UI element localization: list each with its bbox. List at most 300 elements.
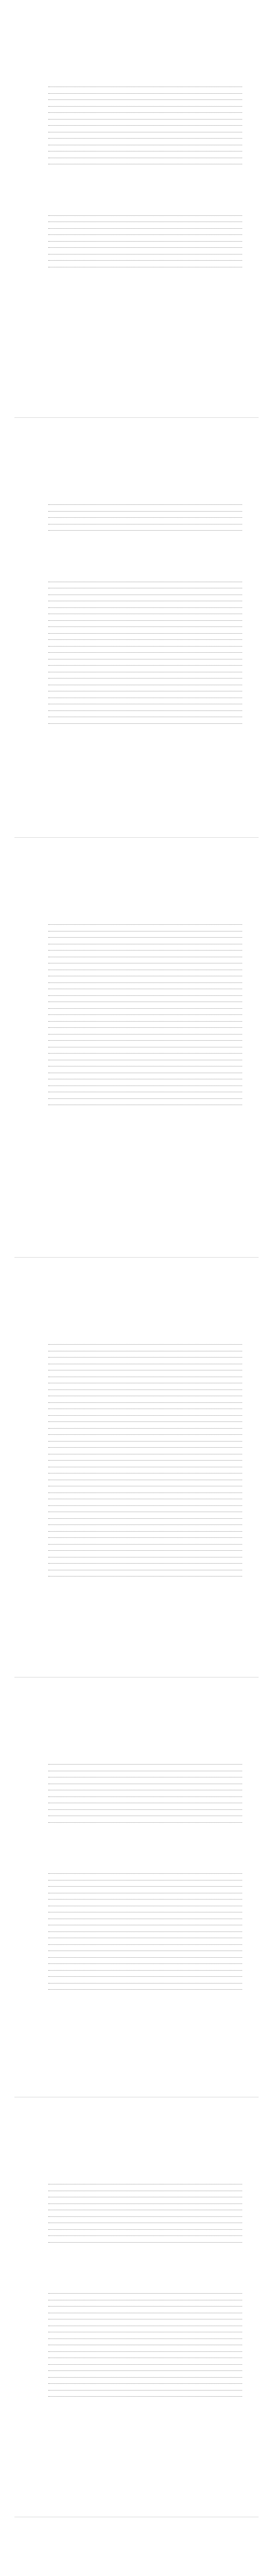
toc-entry[interactable] — [14, 1972, 259, 1978]
toc-entry[interactable] — [14, 2237, 259, 2244]
toc-entry[interactable] — [14, 2320, 259, 2327]
section-subtitle — [14, 1859, 259, 1866]
dot-leader — [48, 620, 242, 621]
toc-entry[interactable] — [14, 223, 259, 230]
toc-entry[interactable] — [14, 1417, 259, 1423]
dot-leader — [48, 652, 242, 653]
toc-entry[interactable] — [14, 945, 259, 952]
toc-entry[interactable] — [14, 2231, 259, 2238]
toc-entry[interactable] — [14, 2244, 259, 2250]
toc-entry[interactable] — [14, 1565, 259, 1571]
toc-entry[interactable] — [14, 692, 259, 699]
section-subtitle — [14, 2279, 259, 2285]
toc-entry[interactable] — [14, 1080, 259, 1087]
dot-leader — [48, 950, 242, 951]
dot-leader — [48, 2364, 242, 2365]
toc-entry[interactable] — [14, 1100, 259, 1107]
toc-entry[interactable] — [14, 1352, 259, 1359]
toc-entry[interactable] — [14, 1106, 259, 1113]
dot-leader — [48, 1809, 242, 1810]
dot-leader — [48, 106, 242, 107]
toc-entry[interactable] — [14, 268, 259, 275]
dot-leader — [48, 1415, 242, 1416]
dot-leader — [48, 254, 242, 255]
toc-entry[interactable] — [14, 2192, 259, 2199]
toc-entry[interactable] — [14, 1578, 259, 1584]
toc-entry[interactable] — [14, 926, 259, 933]
dot-leader — [48, 1402, 242, 1403]
section-title — [14, 899, 259, 908]
page-folio — [253, 1652, 259, 1657]
toc-entry[interactable] — [14, 1443, 259, 1449]
toc-entry[interactable] — [14, 1378, 259, 1385]
toc-entry[interactable] — [14, 1449, 259, 1455]
toc-entry[interactable] — [14, 1391, 259, 1398]
toc-entry[interactable] — [14, 1778, 259, 1785]
toc-entry[interactable] — [14, 2327, 259, 2334]
dot-leader — [48, 1014, 242, 1015]
document-page — [14, 1257, 259, 1670]
dot-leader — [48, 1447, 242, 1448]
toc-entry[interactable] — [14, 1010, 259, 1016]
dot-leader — [48, 1098, 242, 1099]
dot-leader — [48, 241, 242, 242]
toc-entry[interactable] — [14, 1016, 259, 1023]
toc-entry[interactable] — [14, 1371, 259, 1378]
toc-entry[interactable] — [14, 101, 259, 108]
dot-leader — [48, 2306, 242, 2307]
toc-entry[interactable] — [14, 1875, 259, 1882]
toc-entry[interactable] — [14, 159, 259, 166]
section-subtitle — [14, 72, 259, 79]
dot-leader — [48, 995, 242, 996]
dot-leader — [48, 937, 242, 938]
toc-entry[interactable] — [14, 1404, 259, 1411]
running-header — [14, 2107, 259, 2115]
section-subtitle — [14, 1750, 259, 1756]
toc-entry[interactable] — [14, 1365, 259, 1372]
section-title — [14, 479, 259, 488]
toc-entry[interactable] — [14, 532, 259, 538]
toc-entry[interactable] — [14, 1494, 259, 1501]
toc-list — [14, 88, 259, 172]
dot-leader — [48, 1983, 242, 1984]
toc-list — [14, 1875, 259, 1997]
dot-leader — [48, 633, 242, 634]
section-title — [14, 2158, 259, 2167]
toc-entry[interactable] — [14, 152, 259, 159]
toc-entry[interactable] — [14, 990, 259, 997]
section-subtitle — [14, 567, 259, 574]
toc-entry[interactable] — [14, 1475, 259, 1481]
toc-entry[interactable] — [14, 1546, 259, 1552]
toc-entry[interactable] — [14, 243, 259, 249]
document-page — [14, 417, 259, 830]
toc-entry[interactable] — [14, 1817, 259, 1824]
dot-leader — [48, 119, 242, 120]
toc-entry[interactable] — [14, 2333, 259, 2340]
dot-leader — [48, 511, 242, 512]
toc-entry[interactable] — [14, 2224, 259, 2231]
dot-leader — [48, 1008, 242, 1009]
toc-entry[interactable] — [14, 635, 259, 641]
page-heading — [14, 449, 259, 461]
toc-entry[interactable] — [14, 1533, 259, 1539]
toc-entry[interactable] — [14, 2398, 259, 2404]
toc-entry[interactable] — [14, 230, 259, 236]
dot-leader — [48, 517, 242, 518]
running-header — [14, 1687, 259, 1695]
toc-entry[interactable] — [14, 127, 259, 133]
toc-entry[interactable] — [14, 2308, 259, 2314]
toc-entry[interactable] — [14, 256, 259, 262]
toc-entry[interactable] — [14, 1985, 259, 1991]
toc-entry[interactable] — [14, 249, 259, 256]
toc-entry[interactable] — [14, 952, 259, 958]
dot-leader — [48, 1421, 242, 1422]
running-header — [14, 1267, 259, 1275]
dot-leader — [48, 924, 242, 925]
toc-entry[interactable] — [14, 1042, 259, 1048]
document-page — [14, 2097, 259, 2510]
toc-entry[interactable] — [14, 1888, 259, 1894]
document-page — [14, 0, 259, 412]
dot-leader — [48, 1428, 242, 1429]
dot-leader — [48, 1441, 242, 1442]
dot-leader — [48, 639, 242, 640]
running-header — [14, 2527, 259, 2535]
page-folio — [253, 2492, 259, 2497]
toc-entry[interactable] — [14, 641, 259, 648]
toc-entry[interactable] — [14, 1481, 259, 1488]
toc-list — [14, 1346, 259, 1584]
toc-entry[interactable] — [14, 262, 259, 268]
toc-entry[interactable] — [14, 513, 259, 519]
toc-entry[interactable] — [14, 1093, 259, 1100]
toc-entry[interactable] — [14, 1462, 259, 1468]
dot-leader — [48, 646, 242, 647]
toc-entry[interactable] — [14, 236, 259, 243]
toc-entry[interactable] — [14, 146, 259, 153]
toc-entry[interactable] — [14, 2301, 259, 2308]
toc-entry[interactable] — [14, 1359, 259, 1365]
toc-entry[interactable] — [14, 686, 259, 693]
toc-entry[interactable] — [14, 1959, 259, 1965]
dot-leader — [48, 1822, 242, 1823]
page-folio — [14, 1232, 20, 1238]
toc-entry[interactable] — [14, 660, 259, 667]
toc-entry[interactable] — [14, 2379, 259, 2385]
toc-entry[interactable] — [14, 1023, 259, 1029]
toc-list — [14, 2295, 259, 2404]
section-subtitle — [14, 2170, 259, 2176]
section-subtitle — [14, 910, 259, 917]
dot-leader — [48, 1460, 242, 1461]
toc-entry[interactable] — [14, 526, 259, 532]
dot-leader — [48, 1899, 242, 1900]
toc-entry[interactable] — [14, 1791, 259, 1798]
toc-entry[interactable] — [14, 1384, 259, 1391]
toc-entry[interactable] — [14, 2346, 259, 2353]
dot-leader — [48, 247, 242, 248]
toc-entry[interactable] — [14, 2385, 259, 2392]
toc-entry[interactable] — [14, 609, 259, 616]
document-page — [14, 2517, 259, 2576]
toc-entry[interactable] — [14, 680, 259, 686]
toc-entry[interactable] — [14, 1436, 259, 1443]
toc-entry[interactable] — [14, 1061, 259, 1068]
toc-entry[interactable] — [14, 997, 259, 1004]
toc-entry[interactable] — [14, 1798, 259, 1805]
toc-entry[interactable] — [14, 1500, 259, 1507]
page-folio — [253, 812, 259, 818]
toc-entry[interactable] — [14, 1074, 259, 1081]
dot-leader — [48, 2216, 242, 2217]
toc-entry[interactable] — [14, 718, 259, 725]
toc-entry[interactable] — [14, 964, 259, 971]
toc-entry[interactable] — [14, 2295, 259, 2301]
toc-entry[interactable] — [14, 1939, 259, 1946]
dot-leader — [48, 2383, 242, 2384]
running-header — [14, 427, 259, 435]
toc-entry[interactable] — [14, 2185, 259, 2192]
toc-list — [14, 217, 259, 275]
toc-entry[interactable] — [14, 1455, 259, 1462]
toc-entry[interactable] — [14, 2205, 259, 2212]
dot-leader — [48, 125, 242, 126]
toc-entry[interactable] — [14, 1804, 259, 1811]
toc-entry[interactable] — [14, 1920, 259, 1927]
dot-leader — [48, 665, 242, 666]
dot-leader — [48, 93, 242, 94]
toc-entry[interactable] — [14, 673, 259, 680]
toc-entry[interactable] — [14, 2314, 259, 2321]
dot-leader — [48, 112, 242, 113]
toc-entry[interactable] — [14, 165, 259, 172]
toc-entry[interactable] — [14, 1901, 259, 1907]
toc-entry[interactable] — [14, 1029, 259, 1036]
toc-entry[interactable] — [14, 1965, 259, 1972]
toc-entry[interactable] — [14, 1952, 259, 1959]
toc-entry[interactable] — [14, 1048, 259, 1055]
dot-leader — [48, 1976, 242, 1977]
toc-entry[interactable] — [14, 725, 259, 732]
toc-entry[interactable] — [14, 2218, 259, 2225]
dot-leader — [48, 1963, 242, 1964]
toc-entry[interactable] — [14, 1882, 259, 1888]
dot-leader — [48, 2370, 242, 2371]
dot-leader — [48, 2235, 242, 2236]
dot-leader — [48, 1040, 242, 1041]
toc-entry[interactable] — [14, 1558, 259, 1565]
toc-entry[interactable] — [14, 589, 259, 596]
toc-entry[interactable] — [14, 977, 259, 984]
page-heading — [14, 1708, 259, 1721]
toc-entry[interactable] — [14, 1520, 259, 1527]
toc-entry[interactable] — [14, 648, 259, 654]
toc-entry[interactable] — [14, 1487, 259, 1494]
toc-entry[interactable] — [14, 1003, 259, 1010]
toc-entry[interactable] — [14, 1410, 259, 1417]
toc-entry[interactable] — [14, 1926, 259, 1933]
section-subtitle — [14, 490, 259, 497]
dot-leader — [48, 710, 242, 711]
toc-entry[interactable] — [14, 1513, 259, 1520]
toc-entry[interactable] — [14, 939, 259, 945]
toc-entry[interactable] — [14, 1772, 259, 1779]
toc-list — [14, 506, 259, 538]
toc-entry[interactable] — [14, 654, 259, 660]
toc-entry[interactable] — [14, 519, 259, 526]
toc-entry[interactable] — [14, 1055, 259, 1061]
toc-entry[interactable] — [14, 1913, 259, 1920]
toc-entry[interactable] — [14, 1423, 259, 1430]
dot-leader — [48, 138, 242, 139]
toc-entry[interactable] — [14, 2366, 259, 2372]
toc-list — [14, 2185, 259, 2250]
toc-entry[interactable] — [14, 712, 259, 719]
dot-leader — [48, 2390, 242, 2391]
toc-entry[interactable] — [14, 1036, 259, 1042]
dot-leader — [48, 1021, 242, 1022]
toc-entry[interactable] — [14, 2198, 259, 2205]
dot-leader — [48, 1344, 242, 1345]
toc-entry[interactable] — [14, 984, 259, 991]
dot-leader — [48, 1505, 242, 1506]
running-header — [14, 847, 259, 855]
dot-leader — [48, 2293, 242, 2294]
toc-entry[interactable] — [14, 1907, 259, 1914]
toc-entry[interactable] — [14, 121, 259, 127]
dot-leader — [48, 504, 242, 505]
section-subtitle — [14, 1330, 259, 1336]
toc-entry[interactable] — [14, 667, 259, 673]
dot-leader — [48, 1389, 242, 1390]
toc-entry[interactable] — [14, 1468, 259, 1475]
toc-entry[interactable] — [14, 1978, 259, 1985]
dot-leader — [48, 99, 242, 100]
dot-leader — [48, 1053, 242, 1054]
page-heading — [14, 2548, 259, 2561]
section-title — [14, 1318, 259, 1328]
toc-entry[interactable] — [14, 1526, 259, 1533]
toc-entry[interactable] — [14, 2340, 259, 2347]
toc-entry[interactable] — [14, 95, 259, 101]
toc-entry[interactable] — [14, 140, 259, 146]
toc-entry[interactable] — [14, 1539, 259, 1546]
toc-entry[interactable] — [14, 1785, 259, 1792]
toc-entry[interactable] — [14, 615, 259, 622]
section-title — [14, 2267, 259, 2277]
toc-entry[interactable] — [14, 971, 259, 978]
dot-leader — [48, 1989, 242, 1990]
page-heading — [14, 869, 259, 881]
page-folio — [14, 395, 20, 400]
toc-entry[interactable] — [14, 1766, 259, 1772]
toc-entry[interactable] — [14, 2372, 259, 2379]
toc-entry[interactable] — [14, 1811, 259, 1818]
toc-entry[interactable] — [14, 1346, 259, 1352]
toc-entry[interactable] — [14, 1946, 259, 1953]
dot-leader — [48, 2242, 242, 2243]
toc-list — [14, 926, 259, 1113]
dot-leader — [48, 1027, 242, 1028]
toc-entry[interactable] — [14, 958, 259, 965]
dot-leader — [48, 1357, 242, 1358]
toc-entry[interactable] — [14, 2359, 259, 2366]
toc-entry[interactable] — [14, 628, 259, 635]
toc-entry[interactable] — [14, 2211, 259, 2218]
dot-leader — [48, 607, 242, 608]
dot-leader — [48, 1518, 242, 1519]
toc-entry[interactable] — [14, 1507, 259, 1514]
toc-entry[interactable] — [14, 622, 259, 629]
toc-entry[interactable] — [14, 217, 259, 224]
section-title — [14, 190, 259, 199]
page-heading — [14, 1289, 259, 1301]
toc-entry[interactable] — [14, 1397, 259, 1404]
toc-entry[interactable] — [14, 506, 259, 513]
dot-leader — [48, 228, 242, 229]
dot-leader — [48, 1034, 242, 1035]
toc-entry[interactable] — [14, 88, 259, 95]
toc-entry[interactable] — [14, 1087, 259, 1094]
toc-entry[interactable] — [14, 1430, 259, 1436]
toc-list — [14, 583, 259, 732]
section-title — [14, 61, 259, 70]
running-header — [14, 9, 259, 18]
toc-entry[interactable] — [14, 705, 259, 712]
toc-list — [14, 1766, 259, 1830]
page-folio — [14, 2072, 20, 2077]
toc-entry[interactable] — [14, 1552, 259, 1558]
dot-leader — [48, 1957, 242, 1958]
dot-leader — [48, 260, 242, 261]
dot-leader — [48, 1944, 242, 1945]
toc-entry[interactable] — [14, 596, 259, 603]
toc-entry[interactable] — [14, 933, 259, 939]
section-title — [14, 1738, 259, 1748]
toc-entry[interactable] — [14, 699, 259, 706]
toc-entry[interactable] — [14, 583, 259, 590]
toc-entry[interactable] — [14, 1067, 259, 1074]
toc-entry[interactable] — [14, 133, 259, 140]
toc-entry[interactable] — [14, 2392, 259, 2398]
dot-leader — [48, 1524, 242, 1525]
dot-leader — [48, 1886, 242, 1887]
toc-entry[interactable] — [14, 108, 259, 114]
toc-entry[interactable] — [14, 602, 259, 609]
page-heading — [14, 2128, 259, 2141]
dot-leader — [48, 1434, 242, 1435]
toc-entry[interactable] — [14, 2353, 259, 2360]
toc-entry[interactable] — [14, 114, 259, 121]
dot-leader — [48, 678, 242, 679]
toc-entry[interactable] — [14, 1571, 259, 1578]
section-title — [14, 556, 259, 565]
dot-leader — [48, 1931, 242, 1932]
toc-entry[interactable] — [14, 1894, 259, 1901]
document-page — [14, 837, 259, 1250]
toc-entry[interactable] — [14, 1991, 259, 1997]
toc-entry[interactable] — [14, 1824, 259, 1831]
dot-leader — [48, 1531, 242, 1532]
dot-leader — [48, 1576, 242, 1577]
toc-entry[interactable] — [14, 1933, 259, 1940]
dot-leader — [48, 1537, 242, 1538]
document-page — [14, 1677, 259, 2090]
dot-leader — [48, 234, 242, 235]
